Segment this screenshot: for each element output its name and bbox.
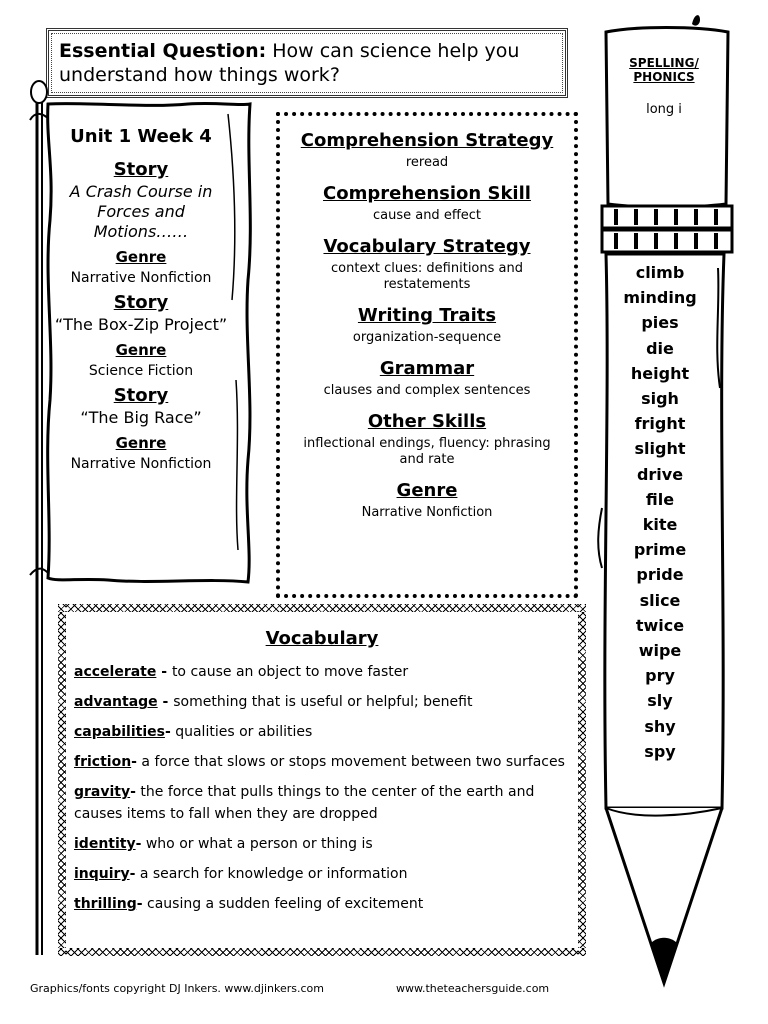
spelling-word-list [612, 260, 708, 764]
vocab-separator: - [130, 784, 136, 800]
section-value: inflectional endings, fluency: phrasing and rate [303, 436, 551, 467]
story-title: “The Box-Zip Project” [54, 315, 228, 334]
vocab-entry [74, 863, 570, 885]
vocabulary-box [58, 604, 586, 956]
footer-copyright: Graphics/fonts copyright DJ Inkers. www.djinkers.com [30, 982, 324, 995]
spelling-heading-line1: SPELLING/ [629, 56, 699, 70]
vocab-definition: something that is useful or helpful; benefit [173, 694, 473, 710]
skills-box [276, 112, 578, 598]
vocab-entry [74, 893, 570, 915]
genre-heading: Genre [115, 341, 167, 359]
vocab-definition: qualities or abilities [170, 724, 313, 740]
spelling-word: slice [639, 590, 681, 610]
spelling-word: die [646, 338, 674, 358]
vocab-definition: causing a sudden feeling of excitement [142, 896, 424, 912]
genre-heading: Genre [115, 248, 167, 266]
vocab-separator: - [131, 754, 137, 770]
story-heading: Story [113, 159, 169, 180]
vocab-entry [74, 781, 570, 825]
essential-question-label: Essential Question: [59, 40, 267, 62]
story-title: “The Big Race” [80, 408, 202, 427]
spelling-word: pride [636, 565, 684, 585]
vocab-term: accelerate [74, 664, 157, 680]
vocab-entry [74, 661, 570, 683]
spelling-heading-line2: PHONICS [633, 70, 695, 84]
vocab-term: thrilling [74, 896, 137, 912]
genre-heading: Genre [115, 434, 167, 452]
section-heading: Grammar [379, 358, 475, 379]
spelling-word: twice [635, 615, 685, 635]
vocab-entry [74, 833, 570, 855]
spelling-word: climb [635, 263, 685, 282]
vocab-term: friction [74, 754, 132, 770]
spelling-word: minding [623, 288, 697, 308]
vocab-entry [74, 721, 570, 743]
vocab-separator: - [136, 896, 143, 912]
spelling-word: kite [642, 515, 678, 535]
spelling-pattern: long i [646, 102, 682, 117]
vocab-term: identity [74, 836, 136, 852]
section-heading: Genre [396, 480, 458, 501]
spelling-word: fright [634, 414, 686, 434]
story-heading: Story [113, 292, 169, 313]
story-heading: Story [113, 385, 169, 406]
flag-content [48, 126, 234, 478]
section-value: reread [405, 155, 449, 170]
vocab-separator: - [157, 694, 174, 710]
section-heading: Comprehension Skill [323, 183, 531, 204]
vocab-separator: - [164, 724, 171, 740]
vocab-separator: - [156, 664, 172, 680]
spelling-word: shy [644, 716, 676, 736]
vocab-term: capabilities [74, 724, 165, 740]
spelling-word: pry [645, 666, 675, 686]
section-value: cause and effect [372, 208, 482, 223]
essential-question-text: How can science help you understand how things work? [59, 40, 520, 86]
section-value: clauses and complex sentences [323, 383, 531, 398]
spelling-word: spy [644, 741, 676, 761]
vocab-term: inquiry [74, 866, 130, 882]
vocab-definition: who or what a person or thing is [141, 836, 373, 852]
spelling-word: sly [647, 691, 673, 711]
section-heading: Comprehension Strategy [300, 130, 554, 151]
spelling-word: drive [636, 464, 684, 484]
vocab-term: advantage [74, 694, 158, 710]
footer-website: www.theteachersguide.com [396, 982, 550, 995]
section-heading: Other Skills [367, 411, 487, 432]
genre-value: Narrative Nonfiction [70, 270, 212, 286]
section-value: organization-sequence [352, 330, 502, 345]
vocab-definition: a search for knowledge or information [135, 866, 408, 882]
vocab-separator: - [129, 866, 136, 882]
spelling-word: slight [634, 439, 686, 459]
vocab-entry [74, 691, 570, 713]
genre-value: Narrative Nonfiction [70, 456, 212, 472]
genre-value: Science Fiction [88, 363, 194, 379]
vocab-entry [74, 751, 570, 773]
section-value: context clues: definitions and restatements [331, 261, 523, 292]
section-heading: Writing Traits [357, 305, 497, 326]
spelling-word: sigh [641, 389, 679, 409]
vocab-term: gravity [74, 784, 131, 800]
vocabulary-title: Vocabulary [265, 628, 379, 649]
spelling-word: pies [641, 313, 679, 333]
spelling-word: prime [633, 540, 687, 560]
spelling-heading [612, 56, 716, 84]
spelling-word: wipe [638, 641, 682, 661]
section-heading: Vocabulary Strategy [323, 236, 531, 257]
section-value: Narrative Nonfiction [361, 505, 493, 520]
story-title: A Crash Course in Forces and Motions…… [69, 182, 213, 241]
spelling-word: height [630, 363, 690, 383]
vocab-definition: to cause an object to move faster [171, 664, 409, 680]
vocab-definition: the force that pulls things to the center of the earth and causes items to fall when they are dropped [74, 784, 535, 822]
unit-week-label: Unit 1 Week 4 [70, 126, 212, 147]
vocab-separator: - [135, 836, 142, 852]
spelling-word: file [645, 489, 675, 509]
vocab-definition: a force that slows or stops movement between two surfaces [136, 754, 565, 770]
